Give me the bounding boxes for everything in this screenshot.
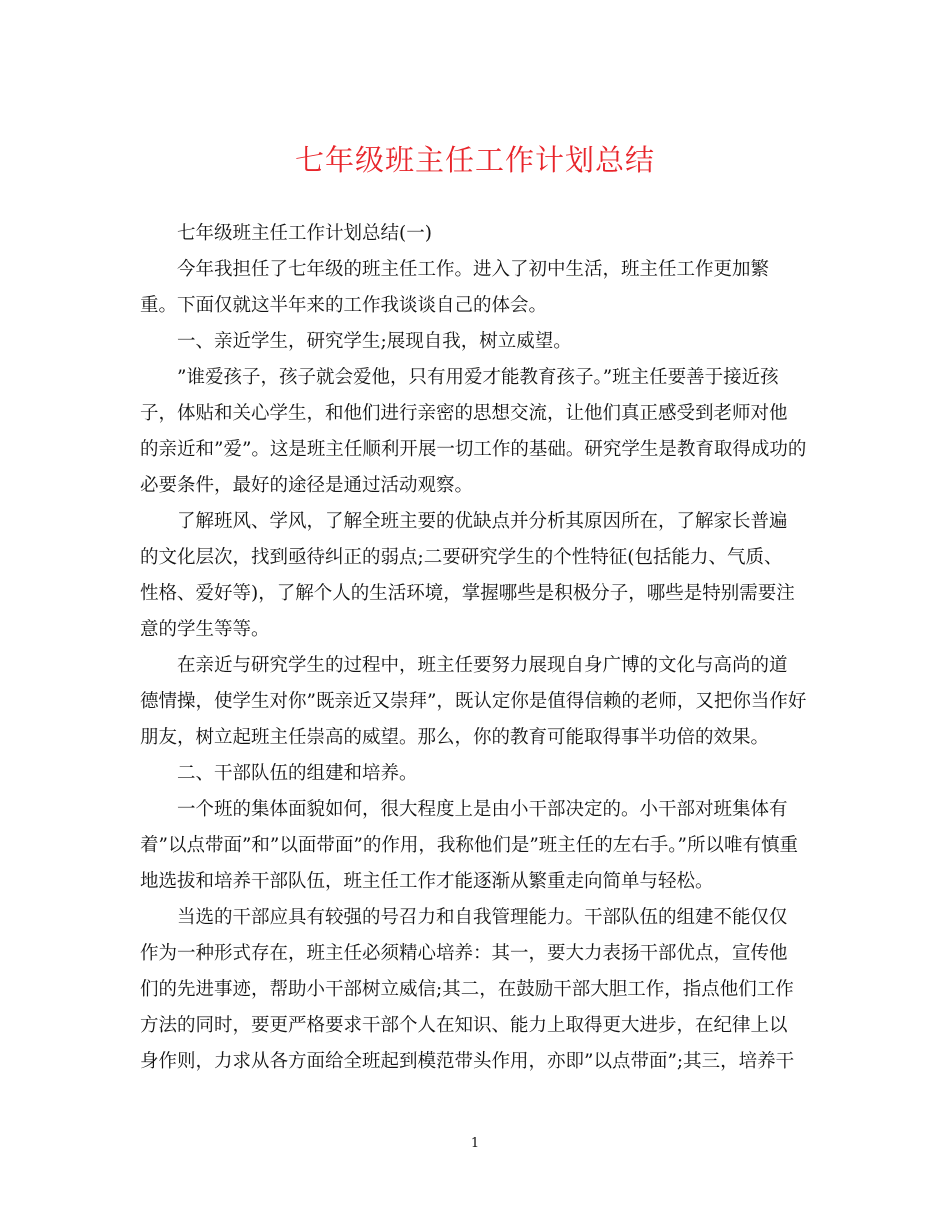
paragraph-8: 一个班的集体面貌如何，很大程度上是由小干部决定的。小干部对班集体有 着”以点带面”和”以面带面”的作用，我称他们是”班主任的左右手。”所以唯有慎重 地选拔和培养干部队伍，班主任工作才能逐渐从繁重走向简单与轻松。 — [140, 799, 798, 892]
page-number: 1 — [470, 1136, 480, 1151]
paragraph-5: 了解班风、学风，了解全班主要的优缺点并分析其原因所在，了解家长普遍 的文化层次，找到亟待纠正的弱点;二要研究学生的个性特征(包括能力、气质、 性格、爱好等)，了解个人的生活环境，掌握哪些是积极分子，哪些是特别需要注 意的学生等等。 — [140, 511, 795, 640]
paragraph-6: 在亲近与研究学生的过程中，班主任要努力展现自身广博的文化与高尚的道 德情操，使学生对你”既亲近又崇拜”，既认定你是值得信赖的老师，又把你当作好 朋友，树立起班主任崇高的威望。那么，你的教育可能取得事半功倍的效果。 — [140, 655, 807, 748]
paragraph-7: 二、干部队伍的组建和培养。 — [140, 763, 418, 784]
document-title: 七年级班主任工作计划总结 — [294, 143, 655, 177]
paragraph-2: 今年我担任了七年级的班主任工作。进入了初中生活，班主任工作更加繁 重。下面仅就这半年来的工作我谈谈自己的体会。 — [140, 259, 770, 316]
paragraph-9: 当选的干部应具有较强的号召力和自我管理能力。干部队伍的组建不能仅仅 作为一种形式存在，班主任必须精心培养：其一，要大力表扬干部优点，宣传他 们的先进事迹，帮助小干部树立威信;其二，在鼓励干部大胆工作，指点他们工作 方法的同时，要更严格要求干部个人在知识、能力上取得更大进步，在纪律上以 身作则，力求从各方面给全班起到模范带头作用，亦即”以点带面”;其三，培养干 — [140, 907, 795, 1072]
paragraph-4: ”谁爱孩子，孩子就会爱他，只有用爱才能教育孩子。”班主任要善于接近孩 子，体贴和关心学生，和他们进行亲密的思想交流，让他们真正感受到老师对他 的亲近和”爱”。这是班主任顺利开展一切工作的基础。研究学生是教育取得成功的 必要条件，最好的途径是通过活动观察。 — [140, 367, 807, 496]
paragraph-1: 七年级班主任工作计划总结(一) — [140, 223, 432, 244]
document-body — [140, 216, 812, 1080]
paragraph-3: 一、亲近学生，研究学生;展现自我，树立威望。 — [140, 331, 572, 352]
